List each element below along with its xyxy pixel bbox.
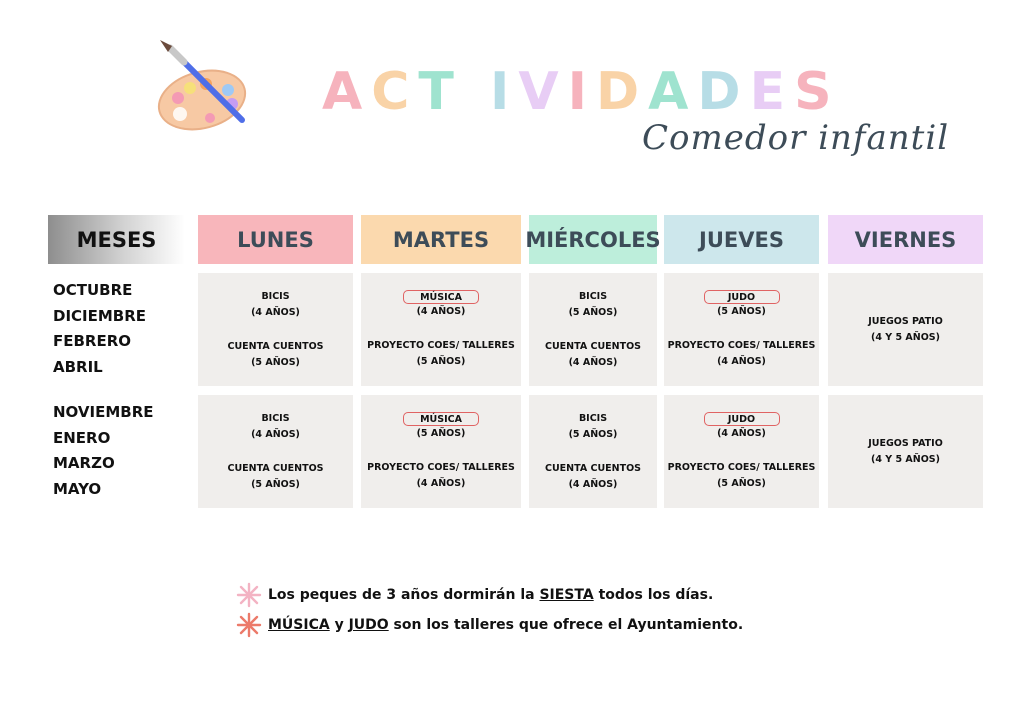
cell-miercoles-row-2 xyxy=(529,395,657,508)
header-meses-label: MESES xyxy=(76,227,157,252)
ages: (4 AÑOS) xyxy=(568,478,618,490)
activity: PROYECTO COES/ TALLERES xyxy=(667,461,816,473)
palette-brush-icon xyxy=(150,38,260,138)
note-siesta xyxy=(236,582,713,608)
note-siesta-word: SIESTA xyxy=(539,587,594,603)
month: ENERO xyxy=(53,428,111,447)
month: MARZO xyxy=(53,454,115,472)
title-letter: V xyxy=(518,62,568,122)
ages: (4 AÑOS) xyxy=(251,306,300,318)
ages: (4 Y 5 AÑOS) xyxy=(871,331,940,343)
title-letter: S xyxy=(794,62,841,122)
cell-viernes-row-1 xyxy=(828,273,983,386)
title-letter: A xyxy=(322,62,372,122)
activity: BICIS xyxy=(578,412,608,424)
activity: BICIS xyxy=(578,290,608,302)
note-talleres xyxy=(236,612,743,638)
note-text: todos los días. xyxy=(593,587,714,603)
header-martes xyxy=(361,215,521,264)
ages: (5 AÑOS) xyxy=(568,306,618,318)
month: NOVIEMBRE xyxy=(53,403,154,421)
activity: JUEGOS PATIO xyxy=(868,437,943,449)
note-text: son los talleres que ofrece el Ayuntamiento. xyxy=(388,617,744,633)
activity: BICIS xyxy=(261,290,290,302)
cell-jueves-row-2 xyxy=(664,395,819,508)
ages: (5 AÑOS) xyxy=(251,478,300,490)
title-letter xyxy=(463,66,490,118)
months-row-2 xyxy=(53,400,154,502)
ages: (5 AÑOS) xyxy=(568,428,618,440)
cell-lunes-row-2 xyxy=(198,395,353,508)
ages: (4 AÑOS) xyxy=(251,428,300,440)
title-letter: I xyxy=(567,62,596,122)
ages: (4 AÑOS) xyxy=(717,427,766,439)
activity: JUEGOS PATIO xyxy=(868,315,943,327)
title-letter: A xyxy=(648,62,698,122)
activity: PROYECTO COES/ TALLERES xyxy=(667,339,816,351)
note-text: y xyxy=(329,617,349,633)
note-text: Los peques de 3 años dormirán la xyxy=(268,587,540,603)
cell-martes-row-2 xyxy=(361,395,521,508)
title-letter: I xyxy=(490,62,519,122)
red-asterisk-icon xyxy=(236,612,262,638)
activity: CUENTA CUENTOS xyxy=(227,462,324,474)
activity: BICIS xyxy=(261,412,290,424)
ages: (4 AÑOS) xyxy=(416,305,466,317)
months-row-1 xyxy=(53,278,146,380)
header-viernes-label: VIERNES xyxy=(854,227,957,252)
header-martes-label: MARTES xyxy=(392,227,490,252)
ages: (4 AÑOS) xyxy=(568,356,618,368)
note-judo-word: JUDO xyxy=(348,617,389,633)
title-letter: D xyxy=(595,62,649,122)
cell-martes-row-1 xyxy=(361,273,521,386)
ages: (4 AÑOS) xyxy=(416,477,466,489)
cell-jueves-row-1 xyxy=(664,273,819,386)
month: OCTUBRE xyxy=(53,281,133,299)
note-musica-word: MÚSICA xyxy=(268,617,330,633)
ages: (5 AÑOS) xyxy=(717,477,766,489)
title-letter: T xyxy=(418,62,463,122)
musica-tag: MÚSICA xyxy=(403,290,479,304)
month: ABRIL xyxy=(53,357,103,376)
header-lunes-label: LUNES xyxy=(237,227,314,252)
ages: (5 AÑOS) xyxy=(416,355,466,367)
pink-asterisk-icon xyxy=(236,582,262,608)
activity: CUENTA CUENTOS xyxy=(227,340,324,352)
page-subtitle: Comedor infantil xyxy=(642,118,950,158)
month: MAYO xyxy=(53,479,102,498)
header-lunes xyxy=(198,215,353,264)
ages: (4 AÑOS) xyxy=(717,355,766,367)
cell-lunes-row-1 xyxy=(198,273,353,386)
activity: PROYECTO COES/ TALLERES xyxy=(367,461,515,473)
judo-tag: JUDO xyxy=(704,290,780,304)
header-miercoles-label: MIÉRCOLES xyxy=(525,227,661,252)
header-meses xyxy=(48,215,185,264)
header-jueves xyxy=(664,215,819,264)
activity: CUENTA CUENTOS xyxy=(544,340,642,352)
title-letter: E xyxy=(749,62,795,122)
activity: CUENTA CUENTOS xyxy=(544,462,642,474)
cell-viernes-row-2 xyxy=(828,395,983,508)
header-jueves-label: JUEVES xyxy=(699,227,784,252)
activity: PROYECTO COES/ TALLERES xyxy=(367,339,515,351)
judo-tag: JUDO xyxy=(704,412,780,426)
header-viernes xyxy=(828,215,983,264)
musica-tag: MÚSICA xyxy=(403,412,479,426)
title-letter: D xyxy=(697,62,750,122)
month: FEBRERO xyxy=(53,332,132,350)
ages: (5 AÑOS) xyxy=(251,356,300,368)
header-miercoles xyxy=(525,215,661,264)
title-letter: C xyxy=(371,62,419,122)
ages: (5 AÑOS) xyxy=(717,305,766,317)
cell-miercoles-row-1 xyxy=(529,273,657,386)
page-title xyxy=(322,62,841,122)
month: DICIEMBRE xyxy=(53,306,147,325)
ages: (4 Y 5 AÑOS) xyxy=(871,453,940,465)
ages: (5 AÑOS) xyxy=(416,427,466,439)
